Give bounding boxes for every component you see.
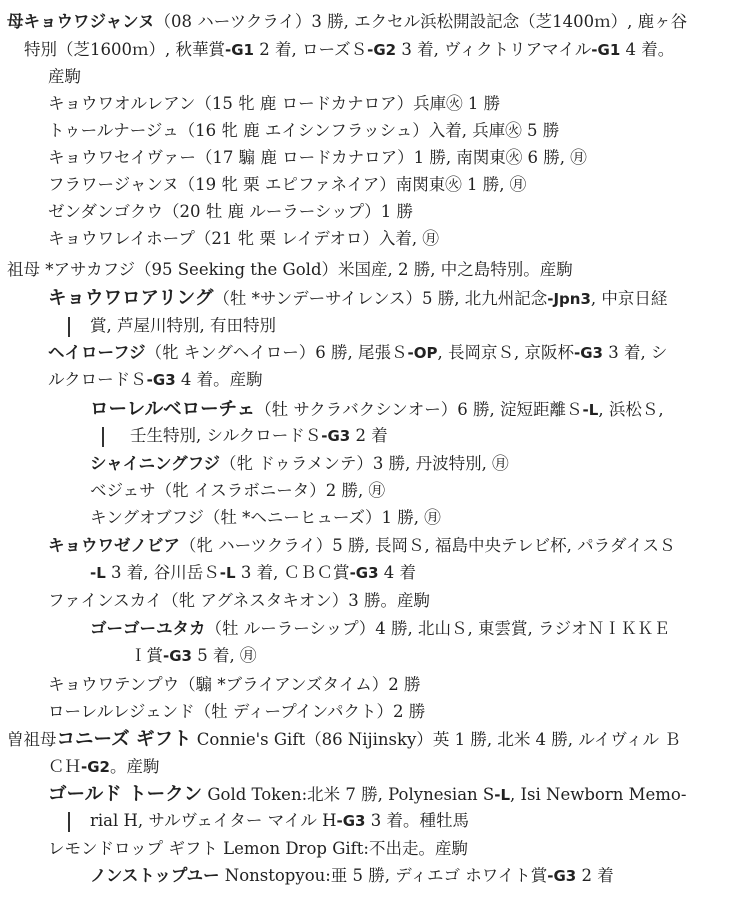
record: 3 着, シ bbox=[602, 343, 668, 362]
grade-badge: -G3 bbox=[336, 812, 366, 830]
grade-badge: -L bbox=[219, 564, 236, 582]
record: （牝 ドゥラメンテ）3 勝, 丹波特別, ㊊ bbox=[220, 454, 509, 473]
record: 4 着 bbox=[378, 563, 417, 582]
great-granddam-line-1 bbox=[7, 727, 681, 754]
dam-record-1: （08 ハーツクライ）3 勝, エクセル浜松開設記念（芝1400ｍ）, 鹿ヶ谷 bbox=[154, 12, 688, 31]
record: rial H, サルヴェイター マイル H bbox=[90, 811, 337, 830]
grade-badge: -G3 bbox=[146, 371, 176, 389]
record: 5 着, ㊊ bbox=[191, 646, 257, 665]
record: , 長岡京Ｓ, 京阪杯 bbox=[437, 343, 574, 362]
grade-badge: -G2 bbox=[367, 41, 397, 59]
dam-foal bbox=[48, 226, 439, 253]
grade-badge: -G1 bbox=[591, 41, 621, 59]
grade-badge: -L bbox=[494, 786, 511, 804]
granddam-line bbox=[7, 257, 573, 284]
dam-foal bbox=[48, 145, 587, 172]
tree-bar bbox=[68, 812, 70, 832]
tree-bar bbox=[68, 317, 70, 337]
grade-badge: -G2 bbox=[81, 758, 110, 776]
dam-line-1 bbox=[7, 9, 687, 36]
record: （牡 サクラバクシンオー）6 勝, 淀短距離Ｓ bbox=[255, 400, 583, 419]
granddam-record: *アサカフジ（95 Seeking the Gold）米国産, 2 勝, 中之島特別。産駒 bbox=[40, 260, 573, 279]
lemon-drop-line bbox=[48, 836, 468, 863]
dam-foal bbox=[48, 172, 526, 199]
horse-name-kyowa-zenobia: キョウワゼノビア bbox=[48, 536, 180, 555]
dam-record-2c: 3 着, ヴィクトリアマイル bbox=[396, 40, 592, 59]
laurel-beloce-line-2 bbox=[130, 423, 388, 450]
gold-token-line-2 bbox=[90, 808, 469, 835]
record: , Isi Newborn Memo- bbox=[510, 785, 687, 804]
horse-name-laurel-beloce: ローレルベローチェ bbox=[90, 399, 256, 420]
foal-line bbox=[90, 505, 441, 532]
hey-low-fuji-line-1 bbox=[48, 340, 667, 367]
great-granddam-label: 曽祖母 bbox=[7, 730, 57, 749]
foal-entry: キングオブフジ（牡 *ヘニーヒューズ）1 勝, ㊊ bbox=[90, 508, 441, 527]
record: 3 着。種牡馬 bbox=[365, 811, 469, 830]
nonstop-you-line bbox=[90, 863, 614, 890]
grade-badge: -G3 bbox=[547, 867, 577, 885]
horse-name-nonstop-you: ノンストップユー bbox=[90, 866, 220, 885]
foal-entry: キョウワセイヴァー（17 騸 鹿 ロードカナロア）1 勝, 南関東㊋ 6 勝, ㊊ bbox=[48, 148, 587, 167]
gogo-yutaka-line-1 bbox=[90, 616, 670, 643]
dam-foal bbox=[48, 199, 413, 226]
dam-record-2d: 4 着。 bbox=[620, 40, 675, 59]
foal-entry: ゼンダンゴクウ（20 牡 鹿 ルーラーシップ）1 勝 bbox=[48, 202, 413, 221]
grade-badge: -G3 bbox=[163, 647, 192, 665]
record: 賞, 芦屋川特別, 有田特別 bbox=[90, 316, 276, 335]
great-granddam-line-2 bbox=[48, 754, 159, 781]
record: （牝 ハーツクライ）5 勝, 長岡Ｓ, 福島中央テレビ杯, パラダイスＳ bbox=[179, 536, 676, 555]
record: ルクロードＳ bbox=[48, 370, 147, 389]
foal-entry: キョウワオルレアン（15 牝 鹿 ロードカナロア）兵庫㊋ 1 勝 bbox=[48, 94, 501, 113]
record: ＣＨ bbox=[48, 757, 81, 776]
granddam-label: 祖母 bbox=[7, 260, 40, 279]
record: Nonstopyou:亜 5 勝, ディエゴ ホワイト賞 bbox=[219, 866, 548, 885]
record: （牝 キングヘイロー）6 勝, 尾張Ｓ bbox=[145, 343, 408, 362]
shining-fuji-line bbox=[90, 451, 509, 478]
grade-badge: -L bbox=[90, 564, 106, 582]
kyowa-zenobia-line-2 bbox=[90, 560, 416, 587]
dam-foal bbox=[48, 91, 500, 118]
dam-record-2a: 特別（芝1600ｍ）, 秋華賞 bbox=[24, 40, 225, 59]
foal-entry: キョウワテンプウ（騸 *ブライアンズタイム）2 勝 bbox=[48, 675, 421, 694]
dam-foals-heading bbox=[48, 64, 81, 91]
record: 2 着 bbox=[576, 866, 614, 885]
horse-name-gogo-yutaka: ゴーゴーユタカ bbox=[90, 619, 206, 638]
dam-foal bbox=[48, 118, 559, 145]
foal-line bbox=[48, 672, 420, 699]
fine-sky-line bbox=[48, 588, 430, 615]
kyowa-loring-line-1 bbox=[48, 286, 667, 313]
foal-entry: ローレルレジェンド（牡 ディープインパクト）2 勝 bbox=[48, 702, 426, 721]
record: 。産駒 bbox=[109, 757, 160, 776]
record: , 浜松Ｓ, bbox=[598, 400, 664, 419]
record: Gold Token:北米 7 勝, Polynesian S bbox=[202, 785, 495, 804]
grade-badge: -G3 bbox=[573, 344, 603, 362]
foal-entry: キョウワレイホープ（21 牝 栗 レイデオロ）入着, ㊊ bbox=[48, 229, 439, 248]
horse-name-hey-low-fuji: ヘイローフジ bbox=[48, 343, 146, 362]
kyowa-zenobia-line-1 bbox=[48, 533, 676, 560]
grade-badge: -Jpn3 bbox=[547, 290, 591, 308]
foal-entry: トゥールナージュ（16 牝 鹿 エイシンフラッシュ）入着, 兵庫㊋ 5 勝 bbox=[48, 121, 560, 140]
grade-badge: -G3 bbox=[321, 427, 351, 445]
grade-badge: -G3 bbox=[349, 564, 379, 582]
record: , 中京日経 bbox=[590, 289, 668, 308]
tree-bar bbox=[102, 427, 104, 447]
record: 2 着 bbox=[350, 426, 388, 445]
dam-label: 母 bbox=[7, 12, 24, 31]
foal-entry: フラワージャンヌ（19 牝 栗 エピファネイア）南関東㊋ 1 勝, ㊊ bbox=[48, 175, 527, 194]
dam-record-2b: 2 着, ローズＳ bbox=[253, 40, 368, 59]
record: 3 着, ＣＢＣ賞 bbox=[235, 563, 350, 582]
foals-label: 産駒 bbox=[48, 67, 81, 86]
foal-line bbox=[90, 478, 385, 505]
horse-name-shining-fuji: シャイニングフジ bbox=[90, 454, 221, 473]
record: 4 着。産駒 bbox=[175, 370, 263, 389]
record: 壬生特別, シルクロードＳ bbox=[130, 426, 322, 445]
record: レモンドロップ ギフト Lemon Drop Gift:不出走。産駒 bbox=[48, 839, 468, 858]
dam-line-2 bbox=[24, 37, 674, 64]
grade-badge: -OP bbox=[407, 344, 438, 362]
horse-name-connies-gift: コニーズ ギフト bbox=[56, 729, 192, 750]
grade-badge: -L bbox=[582, 401, 599, 419]
horse-name-kyowa-loring: キョウワロアリング bbox=[48, 288, 214, 309]
record: ファインスカイ（牝 アグネスタキオン）3 勝。産駒 bbox=[48, 591, 431, 610]
record: （牡 ルーラーシップ）4 勝, 北山Ｓ, 東雲賞, ラジオＮＩＫＫＥ bbox=[205, 619, 670, 638]
foal-line bbox=[48, 699, 425, 726]
dam-name: キョウワジャンヌ bbox=[23, 12, 155, 31]
record: Ｉ賞 bbox=[130, 646, 163, 665]
record: （牡 *サンデーサイレンス）5 勝, 北九州記念 bbox=[213, 289, 548, 308]
laurel-beloce-line-1 bbox=[90, 397, 664, 424]
hey-low-fuji-line-2 bbox=[48, 367, 263, 394]
gogo-yutaka-line-2 bbox=[130, 643, 256, 670]
record: Connie's Gift（86 Nijinsky）英 1 勝, 北米 4 勝, ルイヴィル Ｂ bbox=[191, 730, 681, 749]
kyowa-loring-line-2 bbox=[90, 313, 276, 340]
record: 3 着, 谷川岳Ｓ bbox=[105, 563, 220, 582]
gold-token-line-1 bbox=[48, 782, 686, 809]
foal-entry: ベジェサ（牝 イスラボニータ）2 勝, ㊊ bbox=[90, 481, 385, 500]
grade-badge: -G1 bbox=[224, 41, 254, 59]
horse-name-gold-token: ゴールド トークン bbox=[48, 784, 203, 805]
